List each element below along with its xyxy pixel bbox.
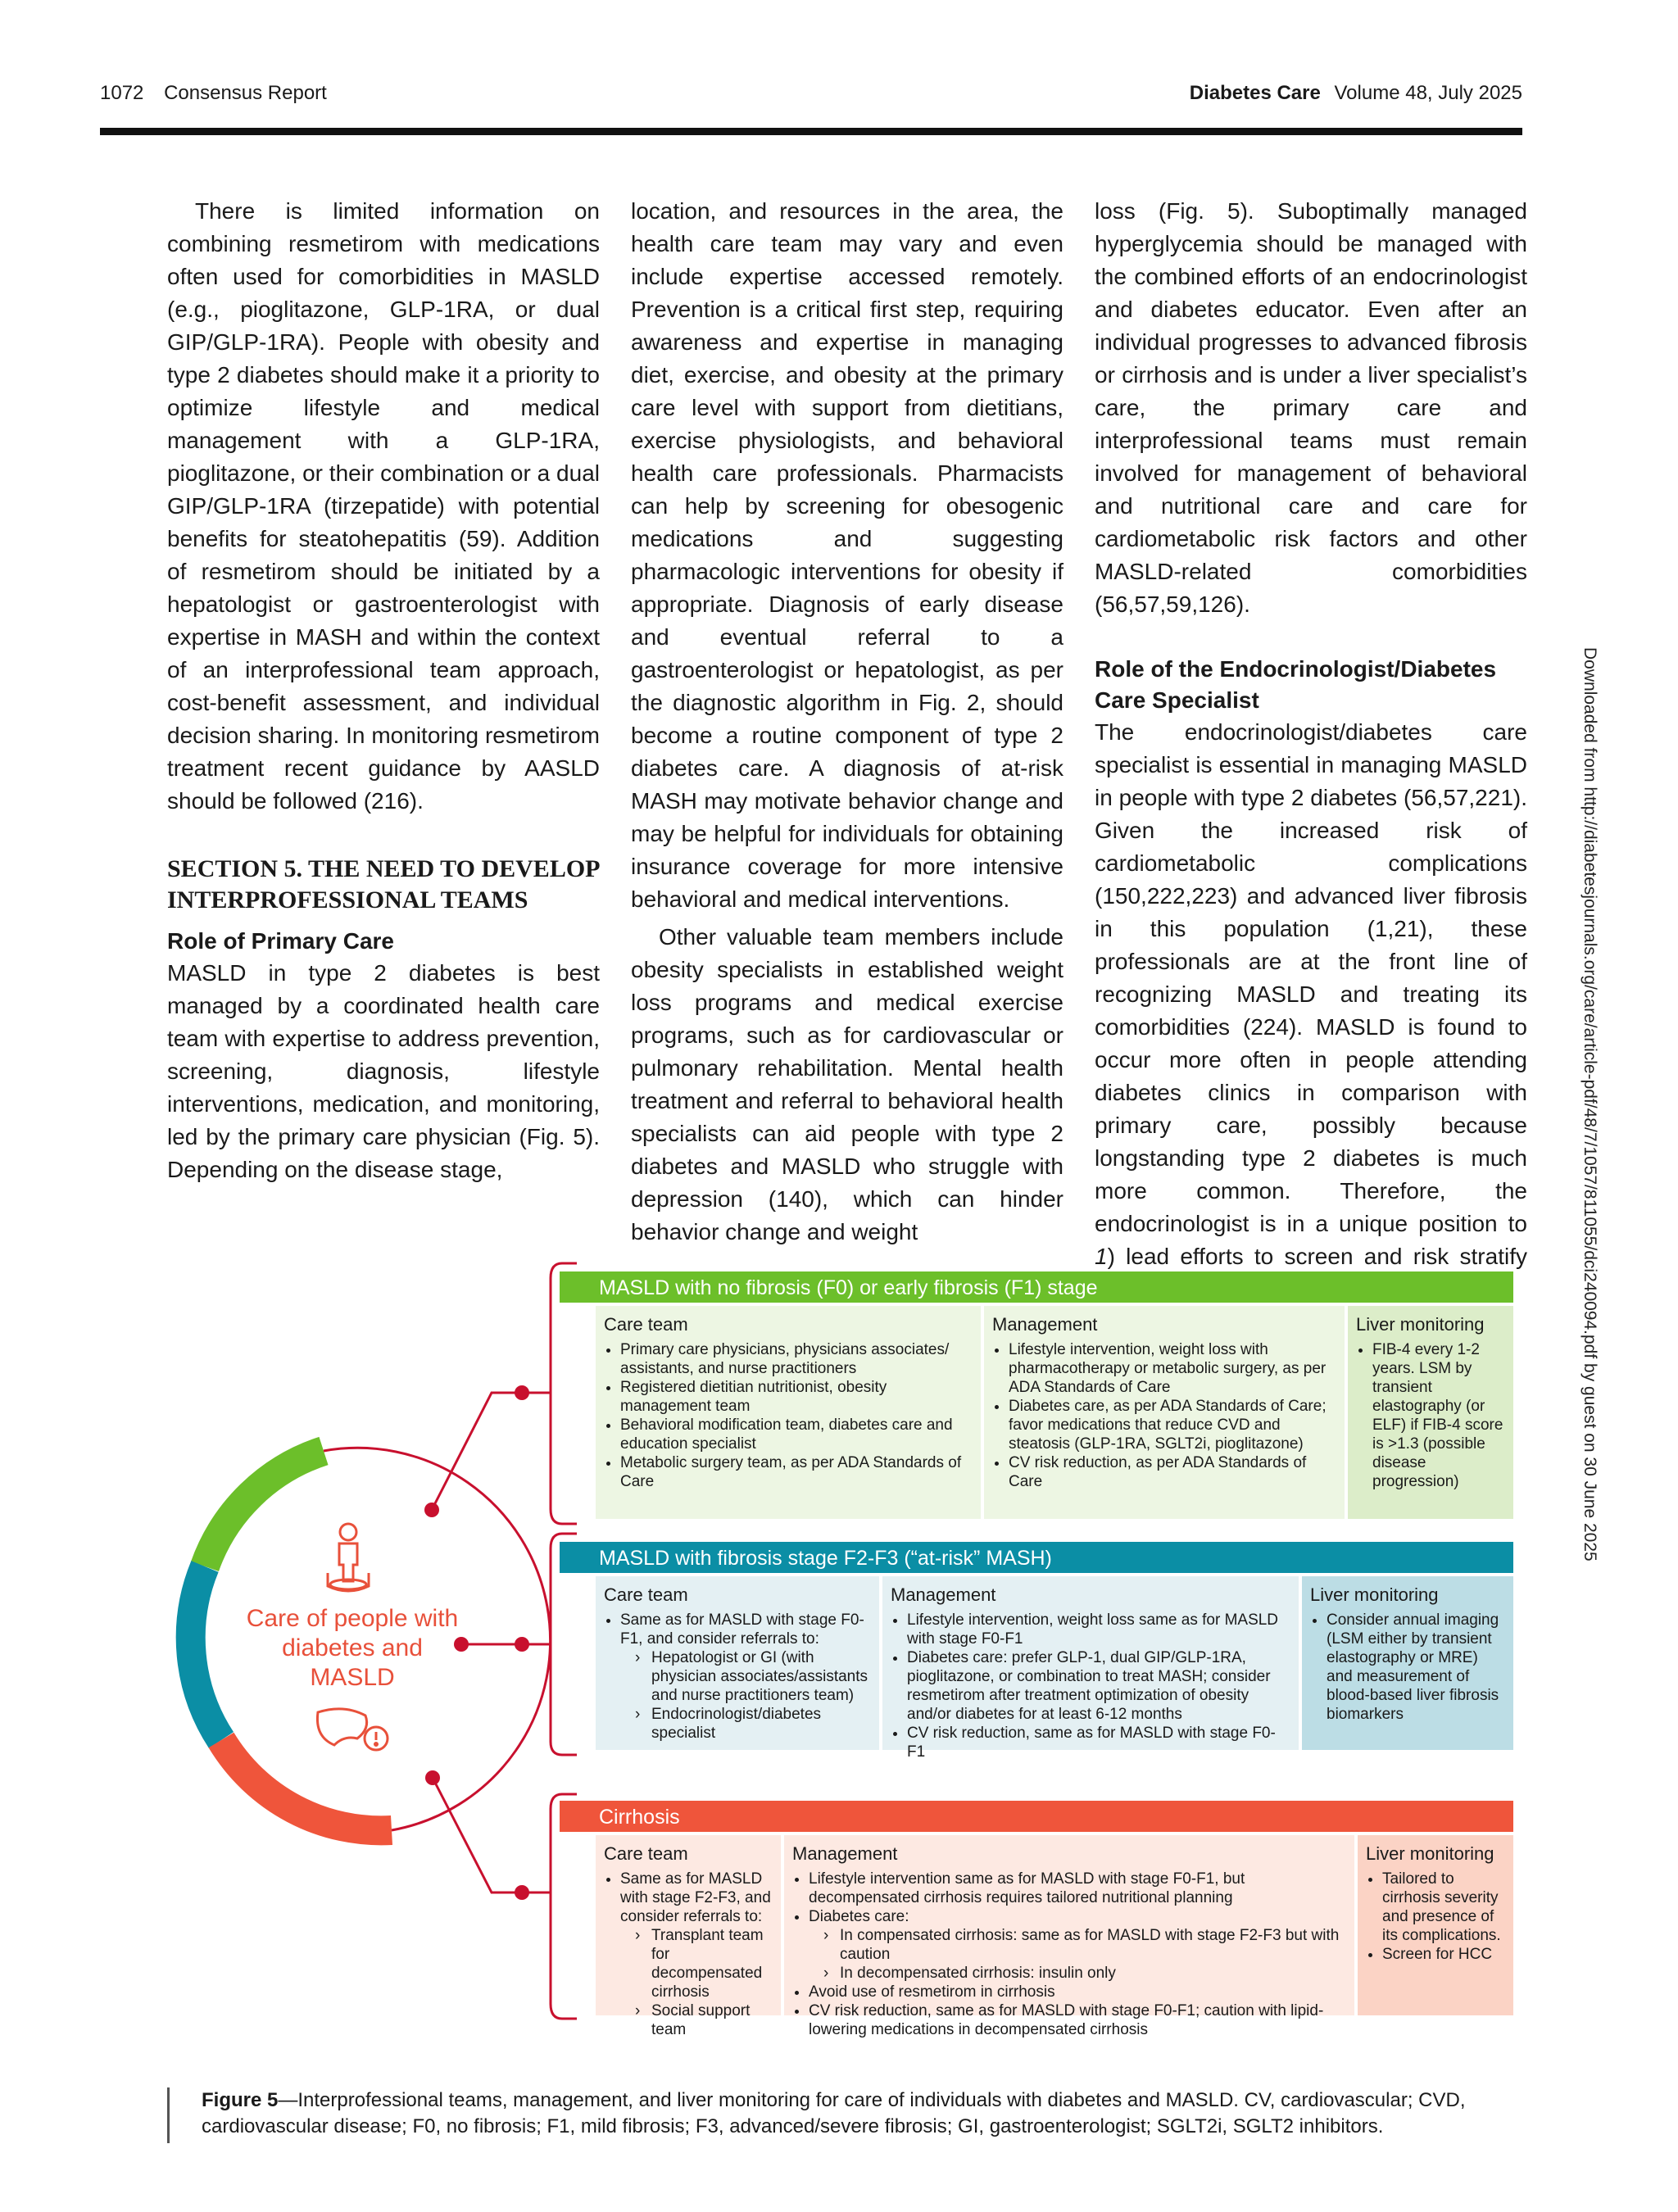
journal-volume: Volume 48, July 2025 bbox=[1334, 82, 1522, 104]
care-team-column bbox=[596, 1576, 879, 1750]
list-item: • Consider annual imaging (LSM either by transient elastography or MRE) and measurement of blood-based liver fibrosis biomarkers bbox=[1327, 1611, 1507, 1724]
page-number: 1072 bbox=[100, 82, 144, 104]
list-item bbox=[620, 1870, 774, 2039]
connector-dot bbox=[515, 1637, 529, 1652]
connector-dot bbox=[425, 1770, 440, 1785]
list-item: • Behavioral modification team, diabetes care and education specialist bbox=[620, 1416, 974, 1453]
panel-title: MASLD with fibrosis stage F2-F3 (“at-risk” MASH) bbox=[560, 1542, 1513, 1573]
sub-list-item: › Transplant team for decompensated cirrhosis bbox=[635, 1926, 774, 2001]
sub-list bbox=[620, 1926, 774, 2039]
monitoring-column bbox=[1358, 1835, 1513, 2015]
column-heading: Management bbox=[992, 1314, 1098, 1335]
management-column bbox=[784, 1835, 1354, 2038]
management-list bbox=[891, 1611, 1292, 1761]
ring-segment-green bbox=[205, 1451, 324, 1566]
sub-list bbox=[809, 1926, 1348, 1983]
panel-title: Cirrhosis bbox=[560, 1801, 1513, 1832]
list-number: 1 bbox=[1095, 1244, 1108, 1269]
monitoring-column bbox=[1348, 1306, 1513, 1519]
panel-f0-f1 bbox=[560, 1271, 1513, 1519]
list-item: • Primary care physicians, physicians associates/ assistants, and nurse practitioners bbox=[620, 1340, 974, 1378]
list-item: • Diabetes care, as per ADA Standards of Care; favor medications that reduce CVD and steatosis (GLP-1RA, SGLT2i, pioglitazone) bbox=[1009, 1397, 1338, 1453]
list-item: • Diabetes care: prefer GLP-1, dual GIP/GLP-1RA, pioglitazone, or combination to treat MASH; consider resmetirom after treatment optimization of obesity and/or diabetes for at least 6-12 months bbox=[907, 1648, 1292, 1724]
paragraph: There is limited information on combining resmetirom with medications often used for comorbidities in MASLD (e.g., pioglitazone, GLP-1RA, or dual GIP/GLP-1RA). People with obesity and type 2 diabetes should make it a priority to optimize lifestyle and medical management with a GLP-1RA, pioglitazone, or their combination or a dual GIP/GLP-1RA (tirzepatide) with potential benefits for steatohepatitis (59). Addition of resmetirom should be initiated by a hepatologist or gastroenterologist with expertise in MASH and within the context of an interprofessional team approach, cost-benefit assessment, and individual decision sharing. In monitoring resmetirom treatment recent guidance by AASLD should be followed (216). bbox=[167, 198, 600, 814]
paragraph: Other valuable team members include obesity specialists in established weight loss programs and medical exercise programs, such as for cardiovascular or pulmonary rehabilitation. Mental health treatment and referral to behavioral health specialists can aid people with type 2 diabetes and MASLD who struggle with depression (140), which can hinder behavior change and weight bbox=[631, 924, 1063, 1244]
list-item: • Tailored to cirrhosis severity and presence of its complications. bbox=[1382, 1870, 1507, 1945]
care-team-list bbox=[604, 1611, 873, 1743]
ring-segment-teal bbox=[191, 1566, 221, 1740]
list-item-text: Diabetes care: bbox=[809, 1908, 909, 1925]
paragraph-text: ) lead efforts to screen and risk stratify bbox=[1107, 1244, 1527, 1269]
paragraph: MASLD in type 2 diabetes is best managed by a coordinated health care team with expertise to address prevention, screening, diagnosis, lifestyle interventions, medication, and monitoring, led by the primary care physician (Fig. 5). Depending on the disease stage, bbox=[167, 960, 600, 1182]
column-heading: Management bbox=[792, 1843, 898, 1864]
monitoring-list bbox=[1310, 1611, 1507, 1724]
monitoring-column bbox=[1302, 1576, 1513, 1750]
caption-text: —Interprofessional teams, management, and liver monitoring for care of individuals with diabetes and MASLD. CV, cardiovascular; CVD, cardiovascular disease; F0, no fibrosis; F1, mild fibrosis; F3, advanced/severe fibrosis; GI, gastroenterologist; SGLT2i, SGLT2 inhibitors. bbox=[202, 2089, 1466, 2137]
management-list bbox=[992, 1340, 1338, 1491]
list-item: • Avoid use of resmetirom in cirrhosis bbox=[809, 1983, 1348, 2001]
sub-list-item: › In compensated cirrhosis: same as for MASLD with stage F2-F3 but with caution bbox=[823, 1926, 1348, 1964]
column-heading: Care team bbox=[604, 1584, 688, 1605]
management-column bbox=[882, 1576, 1299, 1761]
panel-cirrhosis bbox=[560, 1801, 1513, 2038]
monitoring-list bbox=[1366, 1870, 1507, 1964]
figure-caption bbox=[202, 2087, 1545, 2140]
ring-segment-red bbox=[221, 1740, 392, 1830]
sub-list-item: › In decompensated cirrhosis: insulin only bbox=[823, 1964, 1348, 1983]
liver-alert-icon bbox=[317, 1709, 388, 1750]
management-column bbox=[984, 1306, 1345, 1519]
sub-list-item: › Endocrinologist/diabetes specialist bbox=[635, 1705, 873, 1743]
list-item: • CV risk reduction, same as for MASLD with stage F0-F1; caution with lipid-lowering medications in decompensated cirrhosis bbox=[809, 2001, 1348, 2039]
list-item: • CV risk reduction, same as for MASLD with stage F0-F1 bbox=[907, 1724, 1292, 1761]
column-heading: Care team bbox=[604, 1314, 688, 1335]
column-heading: Management bbox=[891, 1584, 996, 1605]
panel-body bbox=[560, 1832, 1513, 2038]
paragraph: loss (Fig. 5). Suboptimally managed hyperglycemia should be managed with the combined efforts of an endocrinologist and diabetes educator. Even after an individual progresses to advanced fibrosis or cirrhosis and is under a liver specialist’s care, the primary care and interprofessional teams must remain involved for management of behavioral and nutritional care and care for cardiometabolic risk factors and other MASLD-related comorbidities (56,57,59,126). bbox=[1095, 198, 1527, 617]
panel-body bbox=[560, 1303, 1513, 1519]
column-heading: Liver monitoring bbox=[1366, 1843, 1494, 1864]
monitoring-list bbox=[1356, 1340, 1507, 1491]
download-note: Downloaded from http://diabetesjournals.org/care/article-pdf/48/7/1057/811055/dci240094.pdf by guest on 30 June 2025 bbox=[1580, 647, 1599, 1562]
section-heading: SECTION 5. THE NEED TO DEVELOP INTERPROFESSIONAL TEAMS bbox=[167, 855, 599, 913]
subsection-heading: Role of the Endocrinologist/Diabetes Care Specialist bbox=[1095, 656, 1497, 713]
figure-label: Figure 5 bbox=[202, 2089, 279, 2111]
list-item-text: Same as for MASLD with stage F0-F1, and consider referrals to: bbox=[620, 1611, 864, 1648]
column-heading: Liver monitoring bbox=[1356, 1314, 1485, 1335]
caption-bar bbox=[167, 2087, 170, 2143]
list-item: • Registered dietitian nutritionist, obesity management team bbox=[620, 1378, 974, 1416]
list-item: • FIB-4 every 1-2 years. LSM by transient elastography (or ELF) if FIB-4 score is >1.3 (possible disease progression) bbox=[1372, 1340, 1507, 1491]
connector-line bbox=[432, 1393, 522, 1510]
column-heading: Care team bbox=[604, 1843, 688, 1864]
care-team-list bbox=[604, 1340, 974, 1491]
journal-name: Diabetes Care bbox=[1189, 82, 1321, 104]
list-item-text: Same as for MASLD with stage F2-F3, and consider referrals to: bbox=[620, 1870, 771, 1925]
panel-body bbox=[560, 1573, 1513, 1761]
list-item bbox=[620, 1611, 873, 1743]
list-item: • CV risk reduction, as per ADA Standards of Care bbox=[1009, 1453, 1338, 1491]
care-team-column bbox=[596, 1306, 981, 1519]
hub-label: Care of people with diabetes and MASLD bbox=[246, 1605, 459, 1691]
sub-list-item: › Hepatologist or GI (with physician associates/assistants and nurse practitioners team) bbox=[635, 1648, 873, 1705]
person-icon bbox=[328, 1524, 369, 1591]
panel-f2-f3 bbox=[560, 1542, 1513, 1761]
sub-list-item: › Social support team bbox=[635, 2001, 774, 2039]
list-item: • Screen for HCC bbox=[1382, 1945, 1507, 1964]
connector-dot bbox=[424, 1503, 439, 1517]
list-item: • Lifestyle intervention same as for MASLD with stage F0-F1, but decompensated cirrhosis requires tailored nutritional planning bbox=[809, 1870, 1348, 1907]
care-team-column bbox=[596, 1835, 781, 2038]
connector-dot bbox=[515, 1385, 529, 1400]
sub-list bbox=[620, 1648, 873, 1743]
paragraph-text: The endocrinologist/diabetes care specialist is essential in managing MASLD in people with type 2 diabetes (56,57,221). Given the increased risk of cardiometabolic complications (150,222,223) and advanced liver fibrosis in this population (1,21), these professionals are at the front line of recognizing MASLD and treating its comorbidities (224). MASLD is found to occur more often in people attending diabetes clinics in comparison with primary care, possibly because longstanding type 2 diabetes is much more common. Therefore, the endocrinologist is in a unique position to bbox=[1095, 719, 1527, 1236]
panel-title: MASLD with no fibrosis (F0) or early fibrosis (F1) stage bbox=[560, 1271, 1513, 1303]
list-item: • Lifestyle intervention, weight loss same as for MASLD with stage F0-F1 bbox=[907, 1611, 1292, 1648]
management-list bbox=[792, 1870, 1348, 2039]
list-item: • Metabolic surgery team, as per ADA Standards of Care bbox=[620, 1453, 974, 1491]
care-team-list bbox=[604, 1870, 774, 2039]
connector-line bbox=[433, 1778, 522, 1892]
subsection-heading: Role of Primary Care bbox=[167, 928, 394, 954]
connector-dot bbox=[515, 1885, 529, 1900]
list-item bbox=[809, 1907, 1348, 1983]
column-heading: Liver monitoring bbox=[1310, 1584, 1439, 1605]
paragraph: location, and resources in the area, the health care team may vary and even include expertise accessed remotely. Prevention is a critical first step, requiring awareness and expertise in managing diet, exercise, and obesity at the primary care level with support from dietitians, exercise physiologists, and behavioral health care professionals. Pharmacists can help by screening for obesogenic medications and suggesting pharmacologic interventions for obesity if appropriate. Diagnosis of early disease and eventual referral to a gastroenterologist or hepatologist, as per the diagnostic algorithm in Fig. 2, should become a routine component of type 2 diabetes care. A diagnosis of at-risk MASH may motivate behavior change and may be helpful for individuals for obtaining insurance coverage for more intensive behavioral and medical interventions. bbox=[631, 198, 1063, 912]
header-section: Consensus Report bbox=[164, 82, 327, 104]
list-item: • Lifestyle intervention, weight loss with pharmacotherapy or metabolic surgery, as per ADA Standards of Care bbox=[1009, 1340, 1338, 1397]
